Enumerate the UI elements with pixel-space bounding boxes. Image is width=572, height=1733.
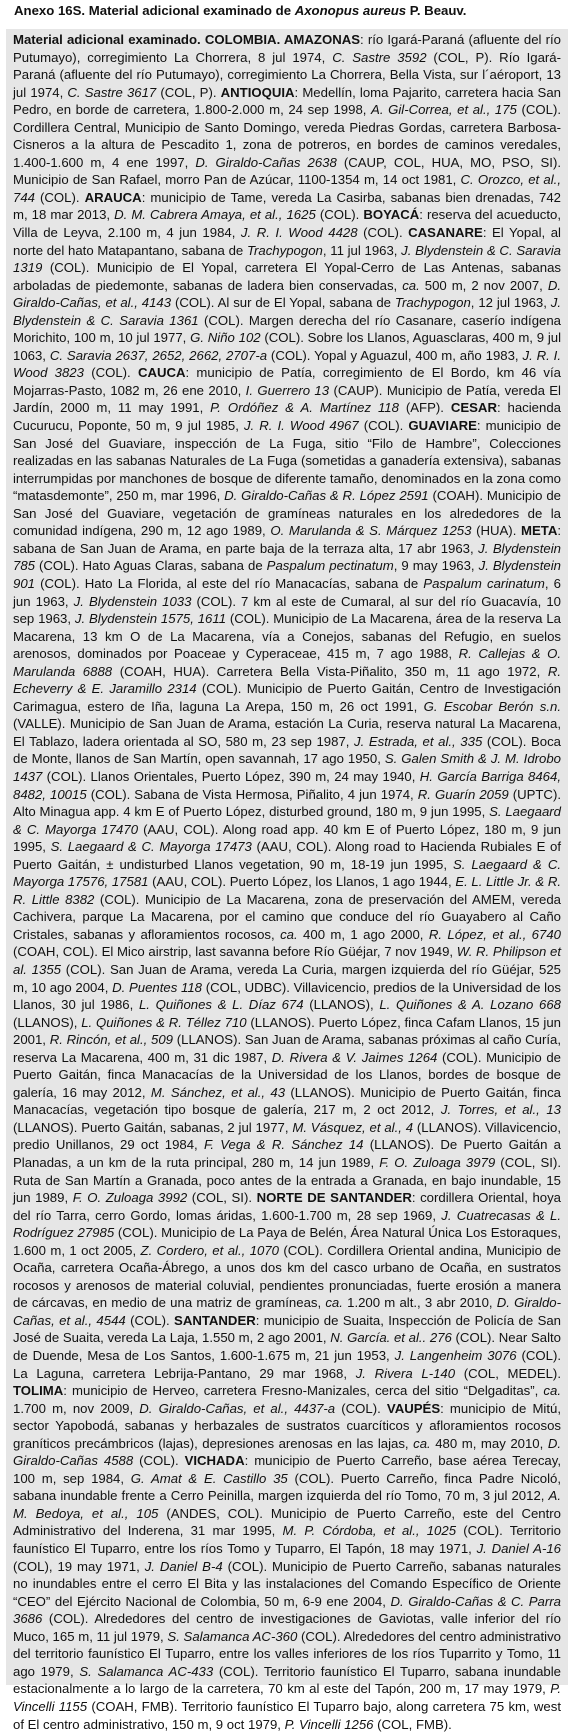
italic-run: D. Giraldo-Cañas 2638 [195,154,337,170]
bold-run: BOYACÁ [363,207,420,223]
italic-run: J. Cuatrecasas & L. Rodríguez 27985 [13,1207,561,1241]
italic-run: F. O. Zuloaga 3979 [379,1155,496,1170]
italic-run: J. R. I. Wood 4967 [243,418,359,434]
italic-run: Trachypogon [394,295,471,311]
italic-run: D. Giraldo-Cañas & R. López 2591 [224,488,429,504]
bold-run: CASANARE [408,225,483,241]
italic-run: L. Quiñones & A. Lozano 668 [379,997,561,1013]
italic-run: J. Estrada, et al., 335 [354,733,483,749]
bold-run: SANTANDER [174,1312,256,1328]
italic-run: J. Daniel B-4 [144,1558,223,1574]
italic-run: D. M. Cabrera Amaya, et al., 1625 [114,207,316,223]
italic-run: C. Sastre 3592 [332,49,427,65]
italic-run: E. L. Little Jr. & R. R. Little 8382 [13,874,561,907]
specimens-box [6,29,568,1732]
italic-run: A. M. Bedoya, et al., 105 [13,1488,561,1521]
annex-title-prefix: Anexo 16S. Material adicional examinado de [14,3,295,18]
italic-run: L. Quiñones & R. Téllez 710 [81,1014,247,1030]
annex-title [14,2,564,20]
italic-run: R. Callejas & O. Marulanda 6888 [13,646,562,679]
italic-run: A. Gil-Correa, et al., 175 [371,102,517,118]
bold-run: VICHADA [184,1453,245,1469]
italic-run: ca. [280,926,298,942]
italic-run: ca. [413,1435,431,1451]
italic-run: R. Rincón, et al., 509 [49,1032,173,1048]
bold-run: NORTE DE SANTANDER [256,1190,412,1206]
italic-run: S. Laegaard & C. Mayorga 17576, 17581 [13,856,561,890]
italic-run: ca. [543,1383,561,1399]
italic-run: S. Laegaard & C. Mayorga 17470 [13,804,561,837]
italic-run: J. R. I. Wood 4428 [240,225,358,241]
italic-run: G. Amat & E. Castillo 35 [130,1470,288,1486]
italic-run: S. Salamanca AC-433 [79,1663,214,1679]
bold-run: VAUPÉS [386,1400,441,1416]
italic-run: G. Escobar Berón s.n. [423,698,561,714]
italic-run: D. Giraldo-Cañas 4588 [13,1435,561,1469]
italic-run: I. Guerrero 13 [245,382,330,398]
italic-run: P. Vincelli 1256 [284,1716,374,1732]
bold-run: Material adicional examinado. COLOMBIA. AMAZONAS [13,32,361,47]
italic-run: J. Blydenstein 785 [13,540,561,574]
italic-run: M. P. Córdoba, et al., 1025 [282,1523,457,1539]
italic-run: D. Rivera & V. Jaimes 1264 [271,1049,438,1065]
italic-run: N. García. et al.. 276 [330,1330,452,1346]
italic-run: J. Blydenstein 1033 [73,593,192,609]
italic-run: J. Daniel A-16 [476,1541,561,1557]
italic-run: D. Giraldo-Cañas, et al., 4143 [13,277,561,311]
italic-run: W. R. Philipson et al. 1355 [13,944,561,977]
italic-run: Trachypogon [246,242,323,258]
italic-run: F. O. Zuloaga 3992 [72,1190,188,1206]
bold-run: GUAVIARE [408,418,477,434]
italic-run: G. Niño 102 [190,330,261,346]
italic-run: J. Blydenstein & C. Saravia 1361 [13,295,561,328]
italic-run: C. Orozco, et al., 744 [13,172,561,205]
italic-run: ca. [325,1295,343,1311]
italic-run: Z. Cordero, et al., 1070 [140,1242,279,1258]
italic-run: J. Blydenstein 1575, 1611 [74,611,227,627]
italic-run: R. López, et al., 6740 [428,926,561,942]
italic-run: D. Giraldo-Cañas, et al., 4544 [13,1295,561,1328]
bold-run: ANTIOQUIA [220,84,295,100]
italic-run: J. R. I. Wood 3823 [13,347,562,381]
italic-run: P. Vincelli 1155 [13,1681,561,1714]
italic-run: H. García Barriga 8464, 8482, 10015 [13,768,561,802]
italic-run: D. Giraldo-Cañas, et al., 4437-a [139,1400,336,1416]
italic-run: M. Vásquez, et al., 4 [292,1119,414,1135]
italic-run: J. Torres, et al., 13 [440,1102,561,1118]
italic-run: J. Blydenstein & C. Saravia 1319 [13,242,561,276]
italic-run: J. Langenheim 3076 [394,1348,517,1364]
italic-run: S. Laegaard & C. Mayorga 17473 [50,839,252,855]
bold-run: META [521,523,558,539]
italic-run: C. Saravia 2637, 2652, 2662, 2707-a [49,347,268,363]
italic-run: F. Vega & R. Sánchez 14 [203,1137,364,1153]
italic-run: Paspalum carinatum [423,575,545,591]
italic-run: P. Ordóñez & A. Martínez 118 [210,400,399,416]
italic-run: R. Guarín 2059 [417,786,509,802]
italic-run: R. Echeverry & E. Jaramillo 2314 [13,663,562,697]
bold-run: ARAUCA [84,189,142,205]
species-name: Axonopus aureus [294,3,407,18]
bold-run: TOLIMA [13,1383,64,1399]
italic-run: O. Marulanda & S. Márquez 1253 [270,523,472,539]
bold-run: CESAR [450,400,497,416]
italic-run: L. Quiñones & L. Díaz 674 [138,997,304,1013]
italic-run: C. Sastre 3617 [67,84,157,100]
italic-run: D. Puentes 118 [112,979,203,995]
specimens-paragraph: Material adicional examinado. COLOMBIA. AMAZONAS: río Igará-Paraná (afluente del río Putumayo), corregimiento La Chorrera, 8 jul 1974, C. Sastre 3592 (COL, P). Río Igará-Paraná (afluente del río Putumayo), corregimiento La Chorrera, Bella Vista, sur l´aéroport, 13 jul 1974, C. Sastre 3617 (COL, P). ANTIOQUIA: Medellín, loma Pajarito, carretera hacia San Pedro, en borde de carretera, 1.800-2.000 m, 24 sep 1998, A. Gil-Correa, et al., 175 (COL). Cordillera Central, Municipio de Santo Domingo, vereda Piedras Gordas, carretera Barbosa-Cisneros a la altura de Pescadito 1, zona de potreros, en bordes de caminos veredales, 1.400-1.600 m, 4 ene 1997, D. Giraldo-Cañas 2638 (CAUP, COL, HUA, MO, PSO, SI). Municipio de San Rafael, morro Pan de Azúcar, 1100-1354 m, 14 oct 1981, C. Orozco, et al., 744 (COL). ARAUCA: municipio de Tame, vereda La Casirba, sabanas bien drenadas, 742 m, 18 mar 2013, D. M. Cabrera Amaya, et al., 1625 (COL). BOYACÁ: reserva del acueducto, Villa de Leyva, 2.100 m, 4 jun 1984, J. R. I. Wood 4428 (COL). CASANARE: El Yopal, al norte del hato Matapantano, sabana de Trachypogon, 11 jul 1963, J. Blydenstein & C. Saravia 1319 (COL). Municipio de El Yopal, carretera El Yopal-Cerro de Las Antenas, sabanas arboladas de piedemonte, sabanas de ladera bien conservadas, ca. 500 m, 2 nov 2007, D. Giraldo-Cañas, et al., 4143 (COL). Al sur de El Yopal, sabana de Trachypogon, 12 jul 1963, J. Blydenstein & C. Saravia 1361 (COL). Margen derecha del río Casanare, caserío indígena Morichito, 100 m, 10 jul 1977, G. Niño 102 (COL). Sobre los Llanos, Aguasclaras, 400 m, 9 jul 1063, C. Saravia 2637, 2652, 2662, 2707-a (COL). Yopal y Aguazul, 400 m, año 1983, J. R. I. Wood 3823 (COL). CAUCA: municipio de Patía, corregimiento de El Bordo, km 46 vía Mojarras-Pasto, 1082 m, 26 ene 2010, I. Guerrero 13 (CAUP). Municipio de Patía, vereda El Jardín, 2000 m, 11 may 1991, P. Ordóñez & A. Martínez 118 (AFP). CESAR: hacienda Cucurucu, Poponte, 50 m, 9 jul 1985, J. R. I. Wood 4967 (COL). GUAVIARE: municipio de San José del Guaviare, inspección de La Fuga, sitio “Filo de Hambre”, Colecciones realizadas en las sabanas Naturales de La Fuga (sometidas a ganadería extensiva), sabanas interrumpidas por manchones de bosque de diferente tamaño, denominados en la zona como “matasdemonte”, 250 m, mar 1996, D. Giraldo-Cañas & R. López 2591 (COAH). Municipio de San José del Guaviare, vegetación de gramíneas naturales en los alrededores de la comunidad indígena, 290 m, 12 ago 1989, O. Marulanda & S. Márquez 1253 (HUA). META: sabana de San Juan de Arama, en parte baja de la terraza alta, 17 abr 1963, J. Blydenstein 785 (COL). Hato Aguas Claras, sabana de Paspalum pectinatum, 9 may 1963, J. Blydenstein 901 (COL). Hato La Florida, al este del río Manacacías, sabana de Paspalum carinatum, 6 jun 1963, J. Blydenstein 1033 (COL). 7 km al este de Cumaral, al sur del río Guacavía, 10 sep 1963, J. Blydenstein 1575, 1611 (COL). Municipio de La Macarena, área de la reserva La Macarena, 13 km O de La Macarena, vía a Conejos, sabanas del Refugio, en suelos arenosos, dominados por Poaceae y Cyperaceae, 415 m, 7 ago 1988, R. Callejas & O. Marulanda 6888 (COAH, HUA). Carretera Bella Vista-Piñalito, 350 m, 11 ago 1972, R. Echeverry & E. Jaramillo 2314 (COL). Municipio de Puerto Gaitán, Centro de Investigación Carimagua, estero de Iña, laguna La Arepa, 150 m, 26 oct 1991, G. Escobar Berón s.n. (VALLE). Municipio de San Juan de Arama, estación La Curia, reserva natural La Macarena, El Tablazo, ladera orientada al SO, 580 m, 23 sep 1987, J. Estrada, et al., 335 (COL). Boca de Monte, llanos de San Martín, open savannah, 17 ago 1950, S. Galen Smith & J. M. Idrobo 1437 (COL). Llanos Orientales, Puerto López, 390 m, 24 may 1940, H. García Barriga 8464, 8482, 10015 (COL). Sabana de Vista Hermosa, Piñalito, 4 jun 1974, R. Guarín 2059 (UPTC). Alto Minagua app. 4 km E of Puerto López, disturbed ground, 180 m, 9 jun 1995, S. Laegaard & C. Mayorga 17470 (AAU, COL). Along road app. 40 km E of Puerto López, 180 m, 9 jun 1995, S. Laegaard & C. Mayorga 17473 (AAU, COL). Along road to Hacienda Rubiales E of Puerto Gaitán, ± undisturbed Llanos vegetation, 90 m, 18-19 jun 1995, S. Laegaard & C. Mayorga 17576, 17581 (AAU, COL). Puerto López, los Llanos, 1 ago 1944, E. L. Little Jr. & R. R. Little 8382 (COL). Municipio de La Macarena, zona de preservación del AMEM, vereda Cachivera, parque La Macarena, por el camino que conduce del río Guayabero al Caño Cristales, sabanas y afloramientos rocosos, ca. 400 m, 1 ago 2000, R. López, et al., 6740 (COAH, COL). El Mico airstrip, last savanna before Río Güéjar, 7 nov 1949, W. R. Philipson et al. 1355 (COL). San Juan de Arama, vereda La Curia, margen izquierda del río Güéjar, 525 m, 10 ago 2004, D. Puentes 118 (COL, UDBC). Villavicencio, predios de la Universidad de los Llanos, 30 jul 1986, L. Quiñones & L. Díaz 674 (LLANOS), L. Quiñones & A. Lozano 668 (LLANOS), L. Quiñones & R. Téllez 710 (LLANOS). Puerto López, finca Cafam Llanos, 15 jun 2001, R. Rincón, et al., 509 (LLANOS). San Juan de Arama, sabanas próximas al caño Curía, reserva La Macarena, 400 m, 31 dic 1987, D. Rivera & V. Jaimes 1264 (COL). Municipio de Puerto Gaitán, finca Manacacías de la Universidad de los Llanos, bordes de bosque de galería, 16 may 2012, M. Sánchez, et al., 43 (LLANOS). Municipio de Puerto Gaitán, finca Manacacías, vegetación tipo bosque de galería, 217 m, 2 oct 2012, J. Torres, et al., 13 (LLANOS). Puerto Gaitán, sabanas, 2 jul 1977, M. Vásquez, et al., 4 (LLANOS). Villavicencio, predio Unillanos, 29 oct 1984, F. Vega & R. Sánchez 14 (LLANOS). De Puerto Gaitán a Planadas, a un km de la ruta principal, 280 m, 14 jun 1989, F. O. Zuloaga 3979 (COL, SI). Ruta de San Martín a Granada, poco antes de la entrada a Granada, en bajo inundable, 15 jun 1989, F. O. Zuloaga 3992 (COL, SI). NORTE DE SANTANDER: cordillera Oriental, hoya del río Tarra, cerro Gordo, lomas áridas, 1.600-1.700 m, 28 sep 1969, J. Cuatrecasas & L. Rodríguez 27985 (COL). Municipio de La Paya de Belén, Área Natural Única Los Estoraques, 1.600 m, 1 oct 2005, Z. Cordero, et al., 1070 (COL). Cordillera Oriental andina, Municipio de Ocaña, carretera Ocaña-Ábrego, a unos dos km del casco urbano de Ocaña, en sustratos rocosos y arenosos de material coluvial, pendientes pronunciadas, fuerte erosión a manera de cárcavas, en medio de una matriz de gramíneas, ca. 1.200 m alt., 3 abr 2010, D. Giraldo-Cañas, et al., 4544 (COL). SANTANDER: municipio de Suaita, Inspección de Policía de San José de Suaita, vereda La Laja, 1.550 m, 2 ago 2001, N. García. et al.. 276 (COL). Near Salto de Duende, Mesa de Los Santos, 1.600-1.675 m, 21 jun 1953, J. Langenheim 3076 (COL). La Laguna, carretera Lebrija-Pantano, 29 mar 1968, J. Rivera L-140 (COL, MEDEL). TOLIMA: municipio de Herveo, carretera Fresno-Manizales, cerca del sitio “Delgaditas”, ca. 1.700 m, nov 2009, D. Giraldo-Cañas, et al., 4437-a (COL). VAUPÉS: municipio de Mitú, sector Yapobodá, sabanas y herbazales de sustratos cuarcíticos y afloramientos rocosos graníticos precámbricos (lajas), depresiones arenosas en las lajas, ca. 480 m, may 2010, D. Giraldo-Cañas 4588 (COL). VICHADA: municipio de Puerto Carreño, base aérea Terecay, 100 m, sep 1984, G. Amat & E. Castillo 35 (COL). Puerto Carreño, finca Padre Nicoló, sabana inundable frente a Cerro Peinilla, margen izquierda del río Tomo, 70 m, 3 jul 2012, A. M. Bedoya, et al., 105 (ANDES, COL). Municipio de Puerto Carreño, este del Centro Administrativo del Inderena, 31 mar 1995, M. P. Córdoba, et al., 1025 (COL). Territorio faunístico El Tuparro, entre los ríos Tomo y Tuparro, El Tapón, 18 may 1971, J. Daniel A-16 (COL), 19 may 1971, J. Daniel B-4 (COL). Municipio de Puerto Carreño, sabanas naturales no inundables entre el cerro El Bita y las instalaciones del Comando Específico de Oriente “CEO” del Ejército Nacional de Colombia, 50 m, 6-9 ene 2004, D. Giraldo-Cañas & C. Parra 3686 (COL). Alrededores del centro de investigaciones de Gaviotas, valle inferior del río Muco, 165 m, 11 jul 1979, S. Salamanca AC-360 (COL). Alrededores del centro administrativo del territorio faunístico El Tuparro, entre los valles inferiores de los ríos Tuparrito y Tomo, 11 ago 1979, S. Salamanca AC-433 (COL). Territorio faunístico El Tuparro, sabana inundable estacionalmente a lo largo de la carretera, 70 km al este del Tapón, 200 m, 17 may 1979, P. Vincelli 1155 (COAH, FMB). Territorio faunístico El Tuparro bajo, along carretera 75 km, west of El centro administrativo, 150 m, 9 oct 1979, P. Vincelli 1256 (COL, FMB). [13,32,562,1732]
species-author: P. Beauv. [406,3,467,18]
italic-run: J. Blydenstein 901 [13,558,561,591]
italic-run: M. Sánchez, et al., 43 [150,1084,286,1100]
italic-run: S. Galen Smith & J. M. Idrobo 1437 [13,751,562,784]
italic-run: Paspalum pectinatum [266,558,394,574]
italic-run: S. Salamanca AC-360 [167,1628,298,1644]
italic-run: J. Rivera L-140 [355,1365,456,1381]
bold-run: CAUCA [137,365,186,381]
italic-run: ca. [402,277,420,293]
italic-run: D. Giraldo-Cañas & C. Parra 3686 [13,1593,561,1627]
